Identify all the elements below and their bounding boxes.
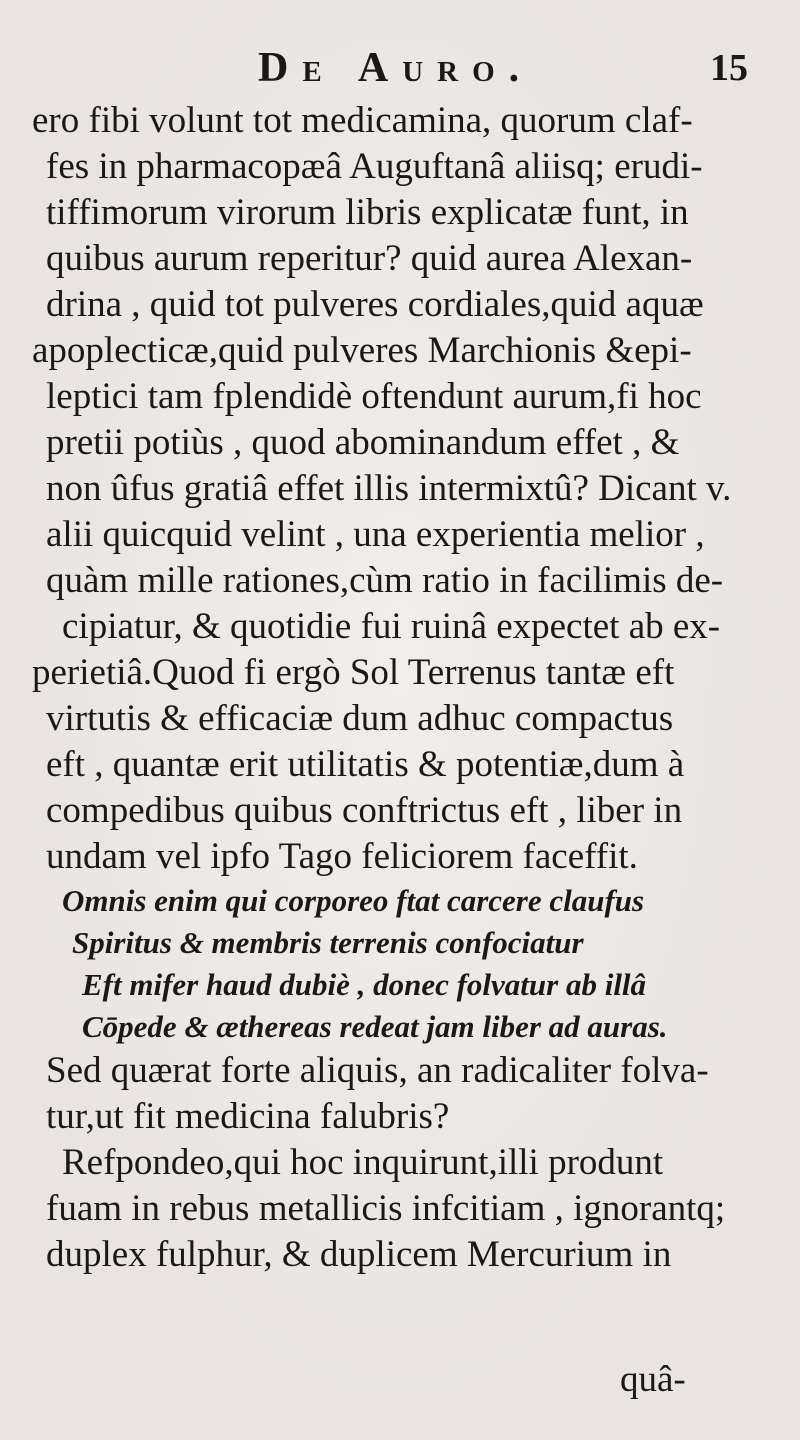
running-title: De Auro. — [258, 45, 534, 91]
text-line: drina , quid tot pulveres cordiales,quid aquæ — [46, 284, 704, 325]
running-head — [0, 36, 800, 96]
text-line: virtutis & efficaciæ dum adhuc compactus — [46, 698, 674, 739]
text-line: tur,ut fit medicina falubris? — [46, 1096, 450, 1137]
verse-line: Cōpede & æthereas redeat jam liber ad auras. — [82, 1009, 668, 1044]
verse-line: Omnis enim qui corporeo ftat carcere claufus — [62, 883, 645, 918]
text-line: quàm mille rationes,cùm ratio in facilimis de- — [46, 560, 724, 601]
text-line: ero fibi volunt tot medicamina, quorum claf- — [32, 100, 693, 141]
text-line: fuam in rebus metallicis infcitiam , ignorantq; — [46, 1188, 726, 1229]
verse-line: Spiritus & membris terrenis confociatur — [72, 925, 584, 960]
text-line: pretii potiùs , quod abominandum effet , & — [46, 422, 680, 463]
text-line: non ûfus gratiâ effet illis intermixtû? Dicant v. — [46, 468, 732, 509]
text-line: fes in pharmacopæâ Auguftanâ aliisq; erudi- — [46, 146, 703, 187]
text-line: tiffimorum virorum libris explicatæ funt, in — [46, 192, 689, 233]
text-line: cipiatur, & quotidie fui ruinâ expectet ab ex- — [62, 606, 721, 647]
verse-line: Eft mifer haud dubiè , donec folvatur ab illâ — [82, 967, 647, 1002]
text-line: alii quicquid velint , una experientia melior , — [46, 514, 705, 555]
text-line: compedibus quibus conftrictus eft , liber in — [46, 790, 683, 831]
text-line: Refpondeo,qui hoc inquirunt,illi produnt — [62, 1142, 664, 1183]
text-line: quibus aurum reperitur? quid aurea Alexan- — [46, 238, 693, 279]
text-line: eft , quantæ erit utilitatis & potentiæ,dum à — [46, 744, 685, 785]
text-line: leptici tam fplendidè oftendunt aurum,fi hoc — [46, 376, 702, 417]
catchword: quâ- — [620, 1359, 686, 1400]
text-line: apoplecticæ,quid pulveres Marchionis &epi- — [32, 330, 692, 371]
text-line: perietiâ.Quod fi ergò Sol Terrenus tantæ eft — [32, 652, 675, 693]
text-line: undam vel ipfo Tago feliciorem faceffit. — [46, 836, 638, 877]
text-line: duplex fulphur, & duplicem Mercurium in — [46, 1234, 672, 1275]
body-text — [32, 98, 792, 1278]
verse-block — [32, 880, 792, 1048]
text-line: Sed quærat forte aliquis, an radicaliter folva- — [46, 1050, 709, 1091]
page-number: 15 — [710, 47, 748, 89]
